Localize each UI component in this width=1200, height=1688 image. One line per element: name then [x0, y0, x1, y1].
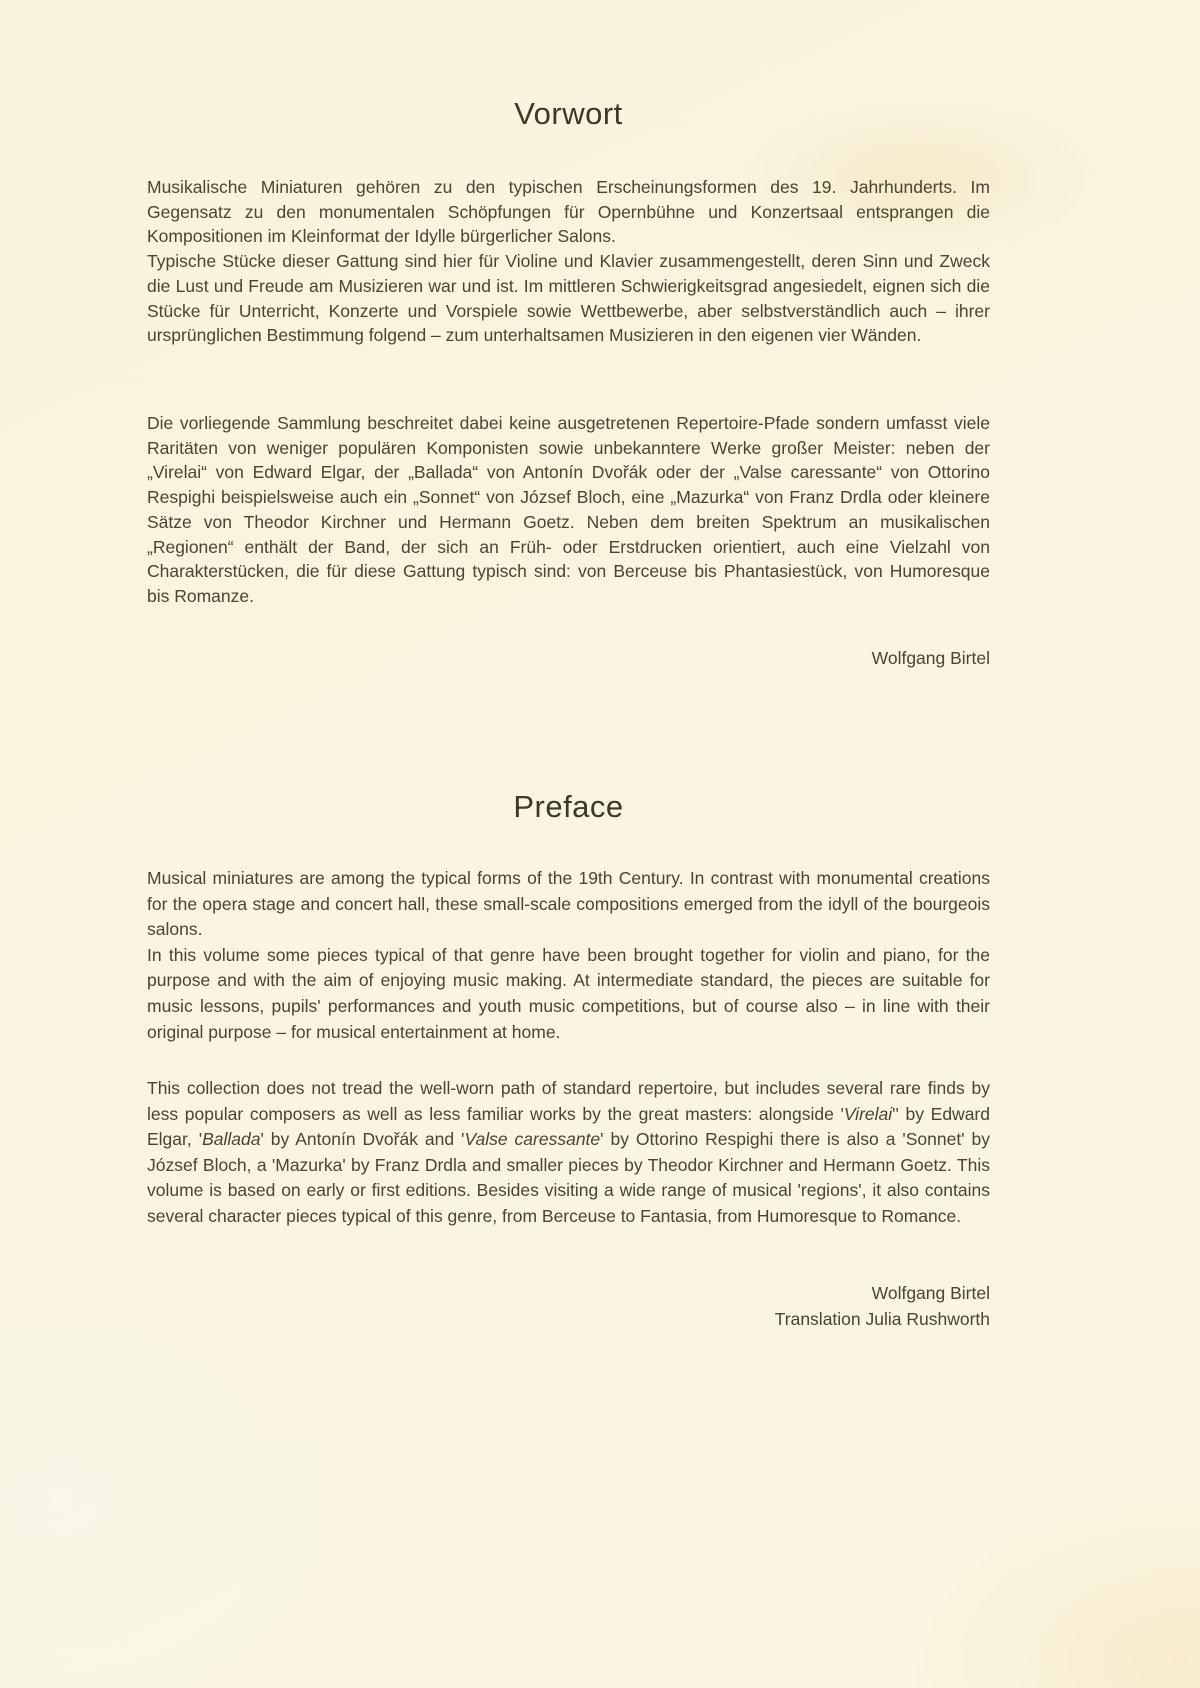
- preface-signature-name: Wolfgang Birtel: [871, 1283, 990, 1303]
- vorwort-signature: Wolfgang Birtel: [871, 648, 990, 668]
- vorwort-paragraph-group-1: [147, 175, 990, 348]
- preface-signature-translation-credit: Translation Julia Rushworth: [774, 1309, 990, 1329]
- preface-heading: Preface: [513, 789, 624, 824]
- vorwort-paragraph-2: Die vorliegende Sammlung beschreitet dabei keine ausgetretenen Repertoire-Pfade sondern umfasst viele Raritäten von weniger populären Komponisten sowie unbekanntere Werke großer Meister: neben der „Virelai“ von Edward Elgar, der „Ballada“ von Antonín Dvořák oder der „Valse caressante“ von Ottorino Respighi beispielsweise auch ein „Sonnet“ von József Bloch, eine „Mazurka“ von Franz Drdla oder kleinere Sätze von Theodor Kirchner und Hermann Goetz. Neben dem breiten Spektrum an musikalischen „Regionen“ enthält der Band, der sich an Früh- oder Erstdrucken orientiert, auch eine Vielzahl von Charakterstücken, die für diese Gattung typisch sind: von Berceuse bis Phantasiestück, von Humoresque bis Romanze.: [147, 413, 990, 606]
- preface-paragraph-1b: In this volume some pieces typical of that genre have been brought together for violin and piano, for the purpose and with the aim of enjoying music making. At intermediate standard, the pieces are suitable for music lessons, pupils' performances and youth music competitions, but of course also – in line with their original purpose – for musical entertainment at home.: [147, 944, 990, 1042]
- preface-paragraph-1a: Musical miniatures are among the typical forms of the 19th Century. In contrast with monumental creations for the opera stage and concert hall, these small-scale compositions emerged from the idyll of the bourgeois salons.: [147, 868, 990, 940]
- vorwort-paragraph-1a: Musikalische Miniaturen gehören zu den typischen Erscheinungsformen des 19. Jahrhunderts. Im Gegensatz zu den monumentalen Schöpfungen für Opernbühne und Konzertsaal entsprangen die Kompositionen im Kleinformat der Idylle bürgerlicher Salons.: [147, 177, 990, 247]
- preface-signature: [147, 1280, 990, 1332]
- vorwort-paragraph-group-2: [147, 411, 990, 609]
- vorwort-paragraph-1b: Typische Stücke dieser Gattung sind hier für Violine und Klavier zusammengestellt, deren Sinn und Zweck die Lust und Freude am Musizieren war und ist. Im mittleren Schwierigkeitsgrad angesiedelt, eignen sich die Stücke für Unterricht, Konzerte und Vorspiele sowie Wettbewerbe, aber selbstverständlich auch – ihrer ursprünglichen Bestimmung folgend – zum unterhaltsamen Musizieren in den eigenen vier Wänden.: [147, 251, 990, 346]
- vorwort-heading: Vorwort: [514, 96, 623, 131]
- preface-paragraph-2: This collection does not tread the well-worn path of standard repertoire, but includes several rare finds by less popular composers as well as less familiar works by the great masters: alongside 'Virelai'' by Edward Elgar, 'Ballada' by Antonín Dvořák and 'Valse caressante' by Ottorino Respighi there is also a 'Sonnet' by József Bloch, a 'Mazurka' by Franz Drdla and smaller pieces by Theodor Kirchner and Hermann Goetz. This volume is based on early or first editions. Besides visiting a wide range of musical 'regions', it also contains several character pieces typical of this genre, from Berceuse to Fantasia, from Humoresque to Romance.: [147, 1078, 991, 1226]
- preface-paragraph-group-2: [147, 1076, 990, 1230]
- preface-paragraph-group-1: [147, 866, 990, 1045]
